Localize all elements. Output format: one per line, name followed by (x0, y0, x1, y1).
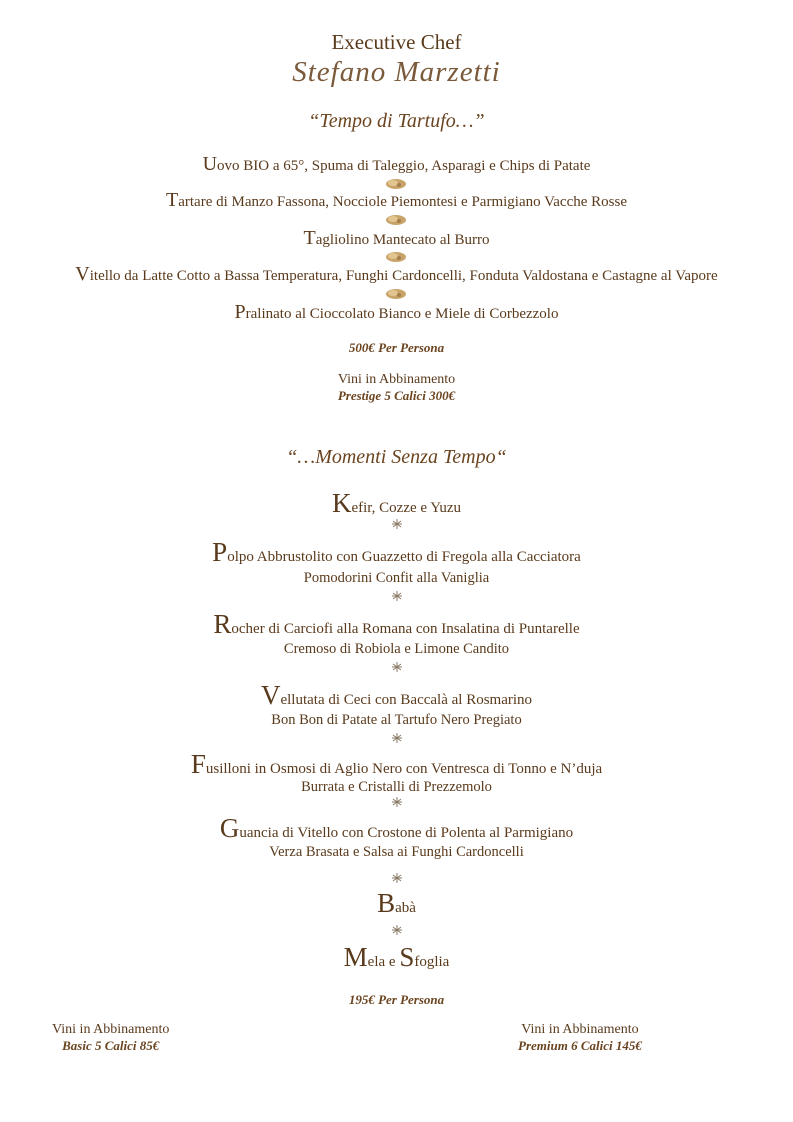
momenti-dish-4: Vellutata di Ceci con Baccalà al Rosmarino (260, 680, 533, 710)
momenti-dish-2: Polpo Abbrustolito con Guazzetto di Fregola alla Cacciatora (212, 537, 581, 567)
executive-chef-title: Executive Chef (331, 30, 462, 54)
sprig-icon (390, 732, 404, 744)
tartufo-dish-2: Tartare di Manzo Fassona, Nocciole Piemontesi e Parmigiano Vacche Rosse (166, 189, 627, 211)
momenti-section-title: “…Momenti Senza Tempo“ (286, 446, 507, 468)
wine-pairing-basic (52, 1022, 169, 1054)
momenti-dish-3-sub: Cremoso di Robiola e Limone Candito (283, 641, 510, 657)
momenti-dish-2-sub: Pomodorini Confit alla Vaniglia (303, 570, 490, 586)
momenti-dish-8: Mela e Sfoglia (343, 942, 450, 972)
tartufo-dish-5: Pralinato al Cioccolato Bianco e Miele di Corbezzolo (234, 301, 559, 323)
momenti-dish-3: Rocher di Carciofi alla Romana con Insalatina di Puntarelle (213, 609, 580, 639)
wine-pairing-premium (518, 1022, 642, 1054)
momenti-dish-6-sub: Verza Brasata e Salsa ai Funghi Cardoncelli (269, 844, 524, 860)
tartufo-dish-4: Vitello da Latte Cotto a Bassa Temperatura, Funghi Cardoncelli, Fonduta Valdostana e Castagne al Vapore (75, 263, 718, 285)
tartufo-section-title: “Tempo di Tartufo…” (308, 110, 485, 132)
momenti-dish-5: Fusilloni in Osmosi di Aglio Nero con Ventresca di Tonno e N’duja (190, 749, 603, 779)
momenti-dish-7: Babà (377, 888, 416, 918)
tartufo-wine-price: Prestige 5 Calici 300€ (337, 388, 456, 403)
tartufo-dish-1: Uovo BIO a 65°, Spuma di Taleggio, Asparagi e Chips di Patate (202, 153, 591, 175)
wine-basic-label: Vini in Abbinamento (52, 1022, 170, 1037)
tartufo-price: 500€ Per Persona (348, 340, 445, 355)
sprig-icon (390, 924, 404, 936)
momenti-dish-5-sub: Burrata e Cristalli di Prezzemolo (301, 779, 492, 795)
truffle-icon (385, 251, 407, 263)
tartufo-dish-3: Tagliolino Mantecato al Burro (303, 227, 490, 249)
sprig-icon (390, 796, 404, 808)
wine-premium-price: Premium 6 Calici 145€ (518, 1038, 642, 1053)
truffle-icon (385, 288, 407, 300)
momenti-dish-6: Guancia di Vitello con Crostone di Polenta al Parmigiano (219, 813, 574, 843)
wine-premium-label: Vini in Abbinamento (521, 1022, 639, 1037)
sprig-icon (390, 872, 404, 884)
sprig-icon (390, 661, 404, 673)
momenti-dish-4-sub: Bon Bon di Patate al Tartufo Nero Pregiato (271, 712, 522, 728)
chef-signature: Stefano Marzetti (292, 56, 501, 88)
truffle-icon (385, 214, 407, 226)
tartufo-wine-label: Vini in Abbinamento (337, 372, 456, 387)
momenti-price: 195€ Per Persona (348, 992, 445, 1007)
sprig-icon (390, 518, 404, 530)
momenti-dish-1: Kefir, Cozze e Yuzu (331, 488, 462, 518)
wine-basic-price: Basic 5 Calici 85€ (62, 1038, 160, 1053)
sprig-icon (390, 590, 404, 602)
